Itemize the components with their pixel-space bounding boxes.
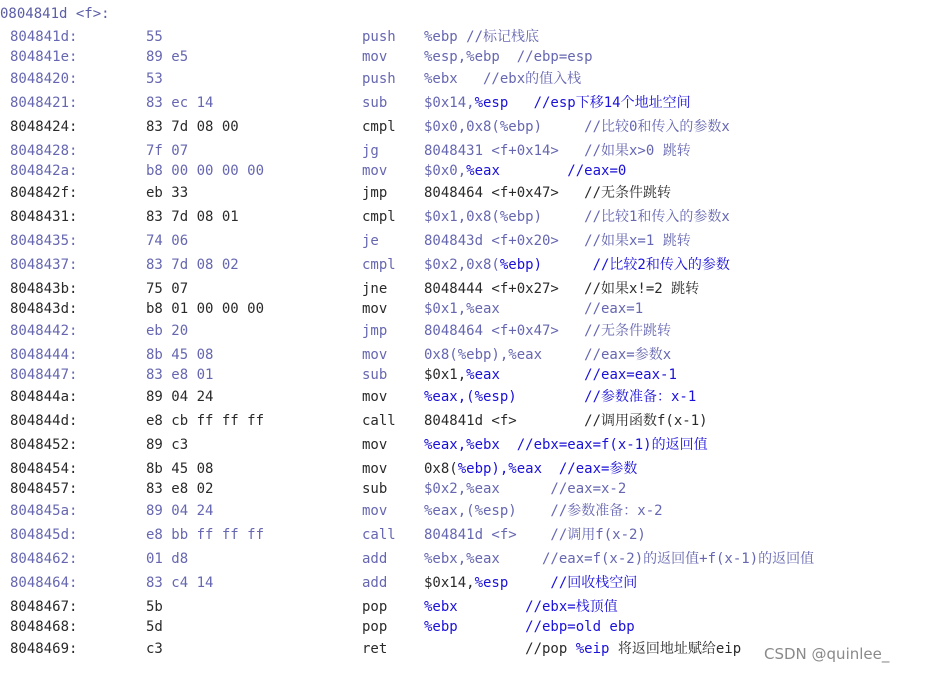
operands-comment: [424, 184, 671, 202]
code-token: 将返回地址赋给eip: [609, 641, 742, 657]
operands-comment: [424, 232, 691, 250]
code-token: $0x14,: [424, 95, 475, 111]
mnemonic: mov: [362, 437, 388, 453]
code-token: %ebp),%eax //eax=参数: [457, 461, 638, 477]
mnemonic: call: [362, 413, 396, 429]
mnemonic: push: [362, 71, 396, 87]
code-token: 8048431 <f+0x14> //如果x>0 跳转: [424, 143, 691, 159]
mnemonic: mov: [362, 347, 388, 363]
code-token: %esp //回收栈空间: [474, 575, 638, 591]
operands-comment: [424, 208, 730, 226]
mnemonic: mov: [362, 389, 388, 405]
instruction-address: 8048469:: [10, 641, 78, 657]
instruction-address: 8048428:: [10, 143, 78, 159]
mnemonic: mov: [362, 163, 388, 179]
instruction-address: 8048421:: [10, 95, 78, 111]
machine-code-bytes: 75 07: [146, 281, 189, 297]
mnemonic: pop: [362, 619, 388, 635]
instruction-address: 8048424:: [10, 119, 78, 135]
machine-code-bytes: 83 7d 08 01: [146, 209, 239, 225]
operands-comment: [424, 28, 539, 46]
machine-code-bytes: eb 20: [146, 323, 189, 339]
mnemonic: push: [362, 29, 396, 45]
instruction-address: 8048444:: [10, 347, 78, 363]
code-token: 804841d <f> //调用f(x-2): [424, 527, 646, 543]
operands-comment: [424, 94, 691, 112]
code-token: 8048444 <f+0x27> //如果x!=2 跳转: [424, 281, 700, 297]
instruction-address: 804845d:: [10, 527, 78, 543]
machine-code-bytes: 83 7d 08 00: [146, 119, 239, 135]
code-token: %eax //eax=eax-1: [466, 367, 677, 383]
code-token: %ebp //标记栈底: [424, 29, 540, 45]
mnemonic: cmpl: [362, 209, 396, 225]
machine-code-bytes: e8 cb ff ff ff: [146, 413, 265, 429]
instruction-address: 804842f:: [10, 185, 78, 201]
operands-comment: [424, 574, 637, 592]
instruction-address: 8048462:: [10, 551, 78, 567]
instruction-address: 804845a:: [10, 503, 78, 519]
instruction-address: 804841e:: [10, 49, 78, 65]
mnemonic: cmpl: [362, 119, 396, 135]
mnemonic: mov: [362, 301, 388, 317]
code-token: $0x1,%eax //eax=1: [424, 301, 644, 317]
mnemonic: pop: [362, 599, 388, 615]
mnemonic: je: [362, 233, 379, 249]
code-token: %ebx,%eax //eax=f(x-2)的返回值+f(x-1)的返回值: [424, 551, 815, 567]
machine-code-bytes: e8 bb ff ff ff: [146, 527, 265, 543]
watermark: CSDN @quinlee_: [764, 645, 890, 663]
code-token: %eax,%ebx //ebx=eax=f(x-1)的返回值: [424, 437, 708, 453]
code-token: %ebp //ebp=old ebp: [424, 619, 635, 635]
code-token: %ebx //ebx的值入栈: [424, 71, 582, 87]
operands-comment: [424, 412, 708, 430]
instruction-address: 8048431:: [10, 209, 78, 225]
mnemonic: sub: [362, 95, 388, 111]
mnemonic: mov: [362, 461, 388, 477]
instruction-address: 8048435:: [10, 233, 78, 249]
mnemonic: jne: [362, 281, 388, 297]
machine-code-bytes: 53: [146, 71, 163, 87]
operands-comment: [424, 436, 708, 454]
instruction-address: 804843d:: [10, 301, 78, 317]
operands-comment: [424, 550, 814, 568]
instruction-address: 8048420:: [10, 71, 78, 87]
machine-code-bytes: 83 ec 14: [146, 95, 214, 111]
code-token: %eax,(%esp) //参数准备：x-1: [424, 389, 697, 405]
machine-code-bytes: 89 04 24: [146, 503, 214, 519]
mnemonic: sub: [362, 481, 388, 497]
operands-comment: [424, 322, 671, 340]
instruction-address: 804844d:: [10, 413, 78, 429]
machine-code-bytes: 89 04 24: [146, 389, 214, 405]
instruction-address: 804843b:: [10, 281, 78, 297]
mnemonic: jg: [362, 143, 379, 159]
machine-code-bytes: 83 c4 14: [146, 575, 214, 591]
machine-code-bytes: 8b 45 08: [146, 461, 214, 477]
code-token: $0x14,: [424, 575, 475, 591]
operands-comment: [424, 366, 677, 384]
instruction-address: 804842a:: [10, 163, 78, 179]
mnemonic: ret: [362, 641, 388, 657]
code-token: 0x8(%ebp),%eax //eax=参数x: [424, 347, 672, 363]
code-token: $0x2,0x8(: [424, 257, 500, 273]
operands-comment: [424, 142, 691, 160]
instruction-address: 8048442:: [10, 323, 78, 339]
code-token: 804841d <f> //调用函数f(x-1): [424, 413, 708, 429]
code-token: %eip: [575, 641, 610, 657]
mnemonic: jmp: [362, 323, 388, 339]
mnemonic: call: [362, 527, 396, 543]
operands-comment: [424, 162, 626, 180]
code-token: %ebx //ebx=栈顶值: [424, 599, 618, 615]
operands-comment: [424, 70, 581, 88]
code-token: $0x1,: [424, 367, 467, 383]
machine-code-bytes: 8b 45 08: [146, 347, 214, 363]
operands-comment: [424, 48, 593, 66]
machine-code-bytes: 55: [146, 29, 163, 45]
code-token: %esp,%ebp //ebp=esp: [424, 49, 593, 65]
machine-code-bytes: 5d: [146, 619, 163, 635]
code-token: $0x0,0x8(%ebp) //比较0和传入的参数x: [424, 119, 730, 135]
instruction-address: 8048452:: [10, 437, 78, 453]
operands-comment: [424, 118, 730, 136]
instruction-address: 8048447:: [10, 367, 78, 383]
operands-comment: [424, 640, 741, 658]
operands-comment: [424, 388, 696, 406]
function-header: 0804841d <f>:: [0, 6, 110, 22]
instruction-address: 804841d:: [10, 29, 78, 45]
machine-code-bytes: b8 00 00 00 00: [146, 163, 265, 179]
mnemonic: mov: [362, 49, 388, 65]
machine-code-bytes: 89 c3: [146, 437, 189, 453]
machine-code-bytes: 74 06: [146, 233, 189, 249]
mnemonic: cmpl: [362, 257, 396, 273]
code-token: //pop: [424, 641, 576, 657]
machine-code-bytes: 7f 07: [146, 143, 189, 159]
instruction-address: 8048457:: [10, 481, 78, 497]
code-token: %ebp) //比较2和传入的参数: [499, 257, 730, 273]
machine-code-bytes: 83 e8 02: [146, 481, 214, 497]
operands-comment: [424, 526, 646, 544]
operands-comment: [424, 502, 663, 520]
instruction-address: 8048437:: [10, 257, 78, 273]
mnemonic: jmp: [362, 185, 388, 201]
instruction-address: 804844a:: [10, 389, 78, 405]
machine-code-bytes: 01 d8: [146, 551, 189, 567]
mnemonic: sub: [362, 367, 388, 383]
code-token: 0x8(: [424, 461, 458, 477]
code-token: %eax //eax=0: [466, 163, 627, 179]
code-token: $0x0,: [424, 163, 467, 179]
operands-comment: [424, 280, 699, 298]
machine-code-bytes: c3: [146, 641, 163, 657]
code-token: 8048464 <f+0x47> //无条件跳转: [424, 323, 672, 339]
operands-comment: [424, 256, 730, 274]
operands-comment: [424, 300, 643, 318]
code-token: %eax,(%esp) //参数准备：x-2: [424, 503, 663, 519]
code-token: 8048464 <f+0x47> //无条件跳转: [424, 185, 672, 201]
code-token: 804843d <f+0x20> //如果x=1 跳转: [424, 233, 691, 249]
machine-code-bytes: eb 33: [146, 185, 189, 201]
mnemonic: mov: [362, 503, 388, 519]
machine-code-bytes: 83 e8 01: [146, 367, 214, 383]
mnemonic: add: [362, 551, 388, 567]
instruction-address: 8048468:: [10, 619, 78, 635]
instruction-address: 8048454:: [10, 461, 78, 477]
operands-comment: [424, 346, 671, 364]
operands-comment: [424, 460, 637, 478]
operands-comment: [424, 598, 618, 616]
machine-code-bytes: 89 e5: [146, 49, 189, 65]
code-token: %esp //esp下移14个地址空间: [474, 95, 691, 111]
operands-comment: [424, 480, 626, 498]
machine-code-bytes: b8 01 00 00 00: [146, 301, 265, 317]
mnemonic: add: [362, 575, 388, 591]
instruction-address: 8048464:: [10, 575, 78, 591]
instruction-address: 8048467:: [10, 599, 78, 615]
machine-code-bytes: 83 7d 08 02: [146, 257, 239, 273]
machine-code-bytes: 5b: [146, 599, 163, 615]
code-token: $0x1,0x8(%ebp) //比较1和传入的参数x: [424, 209, 730, 225]
operands-comment: [424, 618, 635, 636]
code-token: $0x2,%eax //eax=x-2: [424, 481, 627, 497]
